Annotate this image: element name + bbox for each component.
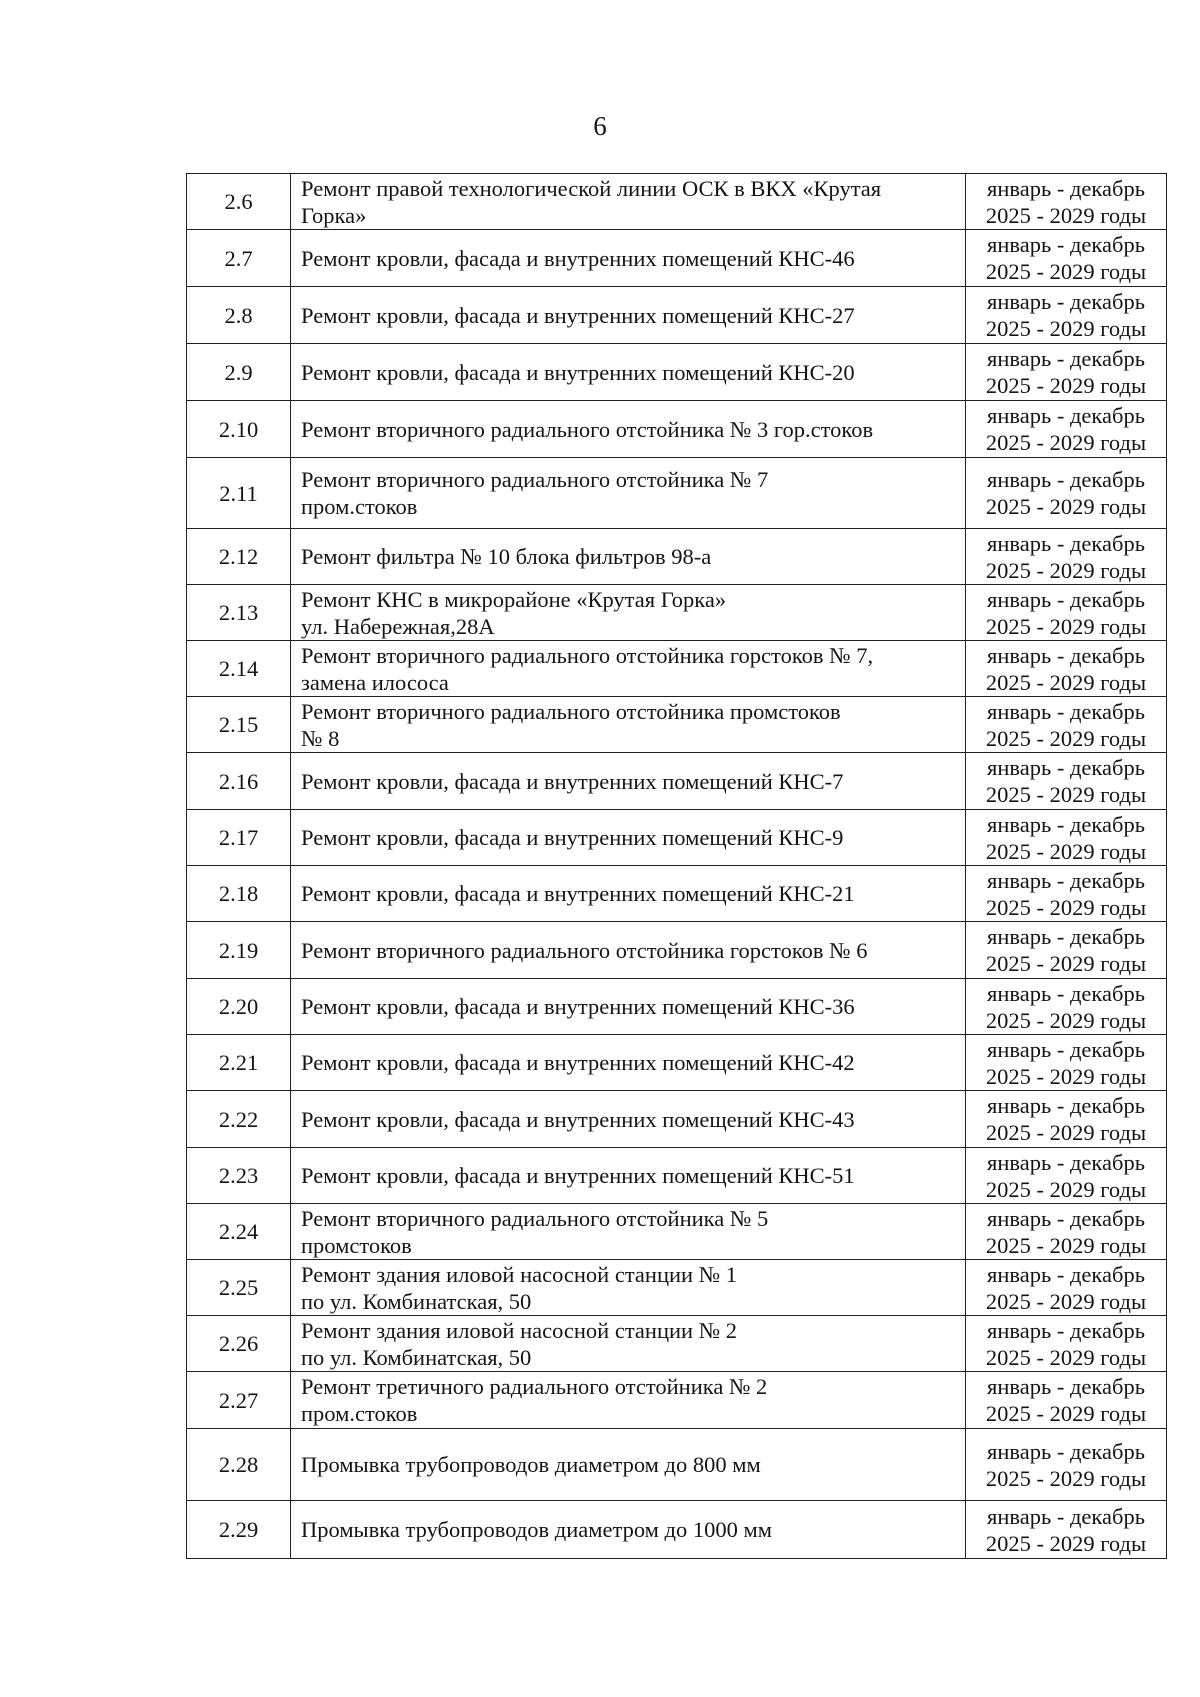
work-description: Ремонт кровли, фасада и внутренних помещений КНС-42	[301, 1050, 855, 1075]
work-description-cell	[291, 344, 966, 401]
execution-period-cell	[966, 697, 1167, 753]
period-years: 2025 - 2029 годы	[985, 1344, 1147, 1370]
table-row	[187, 1148, 1167, 1204]
work-description: Ремонт правой технологической линии ОСК в ВКХ «Крутая Горка»	[301, 175, 882, 228]
period-years: 2025 - 2029 годы	[985, 1465, 1147, 1491]
table-row	[187, 585, 1167, 641]
execution-period-cell	[966, 1316, 1167, 1372]
work-description: Промывка трубопроводов диаметром до 800 мм	[301, 1452, 761, 1477]
table-row	[187, 458, 1167, 529]
work-description-cell	[291, 866, 966, 922]
execution-period-cell	[966, 230, 1167, 287]
work-description-cell	[291, 401, 966, 458]
period-years: 2025 - 2029 годы	[985, 669, 1147, 695]
work-description: Ремонт кровли, фасада и внутренних помещений КНС-27	[301, 302, 855, 328]
work-description-cell	[291, 529, 966, 585]
table-row	[187, 174, 1167, 230]
work-description: Ремонт вторичного радиального отстойника № 3 гор.стоков	[301, 416, 874, 442]
execution-period-cell	[966, 287, 1167, 344]
period-years: 2025 - 2029 годы	[985, 1288, 1147, 1314]
execution-period-cell	[966, 753, 1167, 810]
table-row	[187, 529, 1167, 585]
period-years: 2025 - 2029 годы	[985, 259, 1147, 284]
work-description: Ремонт вторичного радиального отстойника промстоков № 8	[301, 698, 841, 751]
work-description: Ремонт кровли, фасада и внутренних помещений КНС-51	[301, 1163, 855, 1188]
period-months: январь - декабрь	[987, 980, 1145, 1006]
execution-period-cell	[966, 401, 1167, 458]
table-row	[187, 753, 1167, 810]
execution-period-cell	[966, 1091, 1167, 1148]
item-number: 2.19	[187, 922, 291, 979]
execution-period-cell	[966, 585, 1167, 641]
works-schedule-table	[186, 173, 1167, 1559]
period-years: 2025 - 2029 годы	[985, 373, 1147, 398]
item-number: 2.21	[187, 1035, 291, 1091]
table-row	[187, 979, 1167, 1035]
execution-period-cell	[966, 810, 1167, 866]
period-months: январь - декабрь	[987, 586, 1145, 612]
period-months: январь - декабрь	[987, 1149, 1145, 1175]
work-description: Ремонт кровли, фасада и внутренних помещений КНС-21	[301, 881, 855, 906]
period-years: 2025 - 2029 годы	[985, 613, 1147, 639]
item-number: 2.22	[187, 1091, 291, 1148]
execution-period-cell	[966, 979, 1167, 1035]
period-years: 2025 - 2029 годы	[985, 1401, 1147, 1426]
work-description: Ремонт кровли, фасада и внутренних помещений КНС-20	[301, 359, 855, 385]
item-number: 2.9	[187, 344, 291, 401]
table-row	[187, 922, 1167, 979]
work-description: Ремонт КНС в микрорайоне «Крутая Горка» ул. Набережная,28А	[301, 586, 727, 639]
period-months: январь - декабрь	[987, 811, 1145, 837]
work-description: Ремонт вторичного радиального отстойника горстоков № 7, замена илососа	[301, 642, 874, 695]
period-years: 2025 - 2029 годы	[985, 494, 1147, 519]
work-description-cell	[291, 1204, 966, 1260]
period-years: 2025 - 2029 годы	[985, 202, 1147, 228]
period-months: январь - декабрь	[987, 642, 1145, 668]
period-years: 2025 - 2029 годы	[985, 1530, 1147, 1556]
period-months: январь - декабрь	[987, 232, 1145, 257]
execution-period-cell	[966, 458, 1167, 529]
item-number: 2.15	[187, 697, 291, 753]
period-months: январь - декабрь	[987, 289, 1145, 314]
item-number: 2.12	[187, 529, 291, 585]
item-number: 2.20	[187, 979, 291, 1035]
work-description-cell	[291, 753, 966, 810]
period-months: январь - декабрь	[987, 530, 1145, 556]
table-row	[187, 1372, 1167, 1429]
period-months: январь - декабрь	[987, 924, 1145, 949]
work-description-cell	[291, 1091, 966, 1148]
period-years: 2025 - 2029 годы	[985, 951, 1147, 976]
table-row	[187, 344, 1167, 401]
period-months: январь - декабрь	[987, 467, 1145, 492]
item-number: 2.29	[187, 1501, 291, 1559]
period-months: январь - декабрь	[987, 1317, 1145, 1343]
work-description: Ремонт здания иловой насосной станции № 1 по ул. Комбинатская, 50	[301, 1261, 738, 1314]
item-number: 2.7	[187, 230, 291, 287]
period-months: январь - декабрь	[987, 1036, 1145, 1062]
period-months: январь - декабрь	[987, 1438, 1145, 1464]
work-description-cell	[291, 1501, 966, 1559]
table-row	[187, 401, 1167, 458]
work-description: Ремонт вторичного радиального отстойника № 7 пром.стоков	[301, 467, 769, 519]
period-months: январь - декабрь	[987, 1261, 1145, 1287]
execution-period-cell	[966, 174, 1167, 230]
execution-period-cell	[966, 1035, 1167, 1091]
execution-period-cell	[966, 1148, 1167, 1204]
work-description-cell	[291, 1372, 966, 1429]
period-years: 2025 - 2029 годы	[985, 1063, 1147, 1089]
work-description: Ремонт кровли, фасада и внутренних помещений КНС-7	[301, 768, 844, 794]
work-description-cell	[291, 174, 966, 230]
table-row	[187, 1316, 1167, 1372]
period-years: 2025 - 2029 годы	[985, 838, 1147, 864]
execution-period-cell	[966, 1260, 1167, 1316]
period-months: январь - декабрь	[987, 1205, 1145, 1231]
item-number: 2.18	[187, 866, 291, 922]
work-description: Ремонт кровли, фасада и внутренних помещений КНС-9	[301, 825, 844, 850]
period-years: 2025 - 2029 годы	[985, 1007, 1147, 1033]
item-number: 2.6	[187, 174, 291, 230]
work-description: Ремонт третичного радиального отстойника № 2 пром.стоков	[301, 1374, 768, 1426]
execution-period-cell	[966, 1372, 1167, 1429]
item-number: 2.23	[187, 1148, 291, 1204]
item-number: 2.25	[187, 1260, 291, 1316]
period-months: январь - декабрь	[987, 1093, 1145, 1118]
work-description-cell	[291, 1316, 966, 1372]
work-description-cell	[291, 230, 966, 287]
table-row	[187, 866, 1167, 922]
work-description: Ремонт вторичного радиального отстойника № 5 промстоков	[301, 1205, 769, 1258]
table-row	[187, 287, 1167, 344]
work-description-cell	[291, 1260, 966, 1316]
table-row	[187, 1260, 1167, 1316]
period-months: январь - декабрь	[987, 346, 1145, 371]
item-number: 2.14	[187, 641, 291, 697]
execution-period-cell	[966, 641, 1167, 697]
period-months: январь - декабрь	[987, 755, 1145, 780]
table-row	[187, 230, 1167, 287]
period-years: 2025 - 2029 годы	[985, 782, 1147, 807]
execution-period-cell	[966, 529, 1167, 585]
period-years: 2025 - 2029 годы	[985, 557, 1147, 583]
table-row	[187, 1501, 1167, 1559]
item-number: 2.10	[187, 401, 291, 458]
work-description: Ремонт кровли, фасада и внутренних помещений КНС-43	[301, 1106, 855, 1132]
execution-period-cell	[966, 1429, 1167, 1501]
item-number: 2.8	[187, 287, 291, 344]
execution-period-cell	[966, 344, 1167, 401]
work-description: Ремонт вторичного радиального отстойника горстоков № 6	[301, 937, 868, 963]
table-row	[187, 697, 1167, 753]
period-years: 2025 - 2029 годы	[985, 316, 1147, 341]
work-description: Ремонт кровли, фасада и внутренних помещений КНС-46	[301, 245, 855, 271]
table-row	[187, 1091, 1167, 1148]
table-row	[187, 1035, 1167, 1091]
work-description-cell	[291, 697, 966, 753]
item-number: 2.24	[187, 1204, 291, 1260]
execution-period-cell	[966, 1204, 1167, 1260]
execution-period-cell	[966, 866, 1167, 922]
item-number: 2.13	[187, 585, 291, 641]
execution-period-cell	[966, 1501, 1167, 1559]
work-description-cell	[291, 458, 966, 529]
execution-period-cell	[966, 922, 1167, 979]
table-row	[187, 1204, 1167, 1260]
work-description: Ремонт кровли, фасада и внутренних помещений КНС-36	[301, 994, 855, 1019]
period-years: 2025 - 2029 годы	[985, 894, 1147, 920]
work-description-cell	[291, 922, 966, 979]
work-description-cell	[291, 585, 966, 641]
period-months: январь - декабрь	[987, 1503, 1145, 1529]
period-months: январь - декабрь	[987, 1374, 1145, 1399]
work-description-cell	[291, 641, 966, 697]
period-months: январь - декабрь	[987, 403, 1145, 428]
item-number: 2.17	[187, 810, 291, 866]
item-number: 2.26	[187, 1316, 291, 1372]
table-row	[187, 810, 1167, 866]
work-description-cell	[291, 810, 966, 866]
work-description: Промывка трубопроводов диаметром до 1000 мм	[301, 1517, 772, 1542]
item-number: 2.28	[187, 1429, 291, 1501]
work-description-cell	[291, 1148, 966, 1204]
period-years: 2025 - 2029 годы	[985, 1120, 1147, 1145]
page-number: 6	[593, 111, 607, 141]
period-months: январь - декабрь	[987, 867, 1145, 893]
table-body	[187, 174, 1167, 1559]
period-years: 2025 - 2029 годы	[985, 1176, 1147, 1202]
period-years: 2025 - 2029 годы	[985, 430, 1147, 455]
item-number: 2.11	[187, 458, 291, 529]
item-number: 2.16	[187, 753, 291, 810]
period-years: 2025 - 2029 годы	[985, 725, 1147, 751]
period-months: январь - декабрь	[987, 175, 1145, 201]
work-description: Ремонт здания иловой насосной станции № 2 по ул. Комбинатская, 50	[301, 1317, 738, 1370]
table-row	[187, 641, 1167, 697]
item-number: 2.27	[187, 1372, 291, 1429]
work-description-cell	[291, 1035, 966, 1091]
work-description: Ремонт фильтра № 10 блока фильтров 98-а	[301, 544, 712, 569]
work-description-cell	[291, 1429, 966, 1501]
period-years: 2025 - 2029 годы	[985, 1232, 1147, 1258]
period-months: январь - декабрь	[987, 698, 1145, 724]
work-description-cell	[291, 287, 966, 344]
table-row	[187, 1429, 1167, 1501]
work-description-cell	[291, 979, 966, 1035]
